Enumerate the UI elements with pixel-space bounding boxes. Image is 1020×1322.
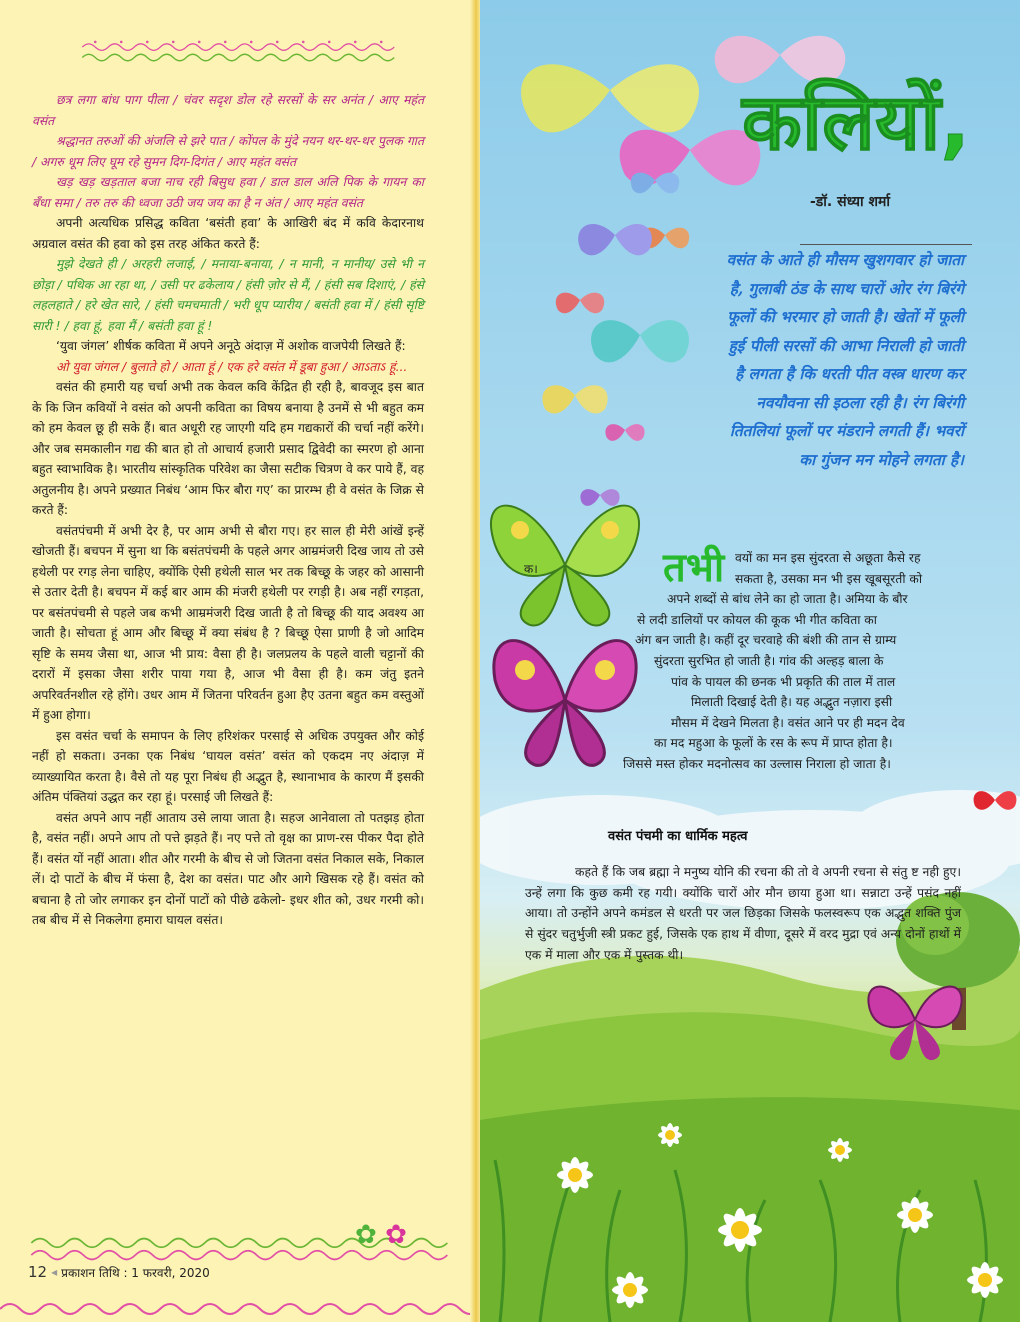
paragraph-prose-writers: वसंत की हमारी यह चर्चा अभी तक केवल कवि केंद्रित ही रही है, बावजूद इस बात के कि जिन कवियों ने वसंत को अपनी कविता का विषय बनाया है उनमें से भी बहुत कम को हम केवल छू ही सके हैं। बात अधूरी रह जाएगी यदि हम गद्यकारों की चर्चा नहीं करेंगे। और जब समकालीन गद्य की बात हो तो आचार्य हजारी प्रसाद द्विवेदी का स्मरण हो आना बहुत स्वाभाविक है। भारतीय सांस्कृतिक परिवेश का जैसा सटीक चित्रण वे कर पाये हैं, वह अतुलनीय है। अपने प्रख्यात निबंध ‘आम फिर बौरा गए’ का प्रारम्भ ही वे वसंत के जिक्र से करते हैं: — [32, 380, 425, 517]
paragraph-kedarnath-intro: अपनी अत्यधिक प्रसिद्ध कविता ‘बसंती हवा’ के आखिरी बंद में कवि केदारनाथ अग्रवाल वसंत की हवा को इस तरह अंकित करते हैं: — [32, 216, 424, 251]
byline-divider — [800, 244, 972, 245]
left-page — [0, 0, 480, 1322]
para1-line: से लदी डालियों पर कोयल की कूक भी गीत कविता का — [637, 612, 877, 627]
magenta-butterfly — [494, 641, 636, 766]
para1-line: सुंदरता सुरभित हो जाती है। गांव की अल्हड़ बाला के — [654, 653, 884, 668]
green-butterfly — [491, 506, 639, 626]
flower-ornament: ✿ ✿ — [355, 1220, 407, 1250]
body-paragraph-2: कहते हैं कि जब ब्रह्मा ने मनुष्य योनि की रचना की तो वे अपनी रचना से संतु ष्ट नही हुए। उन्हें लगा कि कुछ कमी रह गयी। क्योंकि चारों ओर मौन छाया हुआ था। सन्नाटा उन्हें पसंद नहीं आया। तो उन्होंने अपने कमंडल से धरती पर जल छिड़का जिसके फलस्वरूप एक अद्भुत शक्ति पुंज से सुंदर चतुर्भुजी स्त्री प्रकट हुई, जिसके एक हाथ में वीणा, दूसरे में वरद मुद्रा एवं अन्य दोनों हाथों में एक में माला और एक में पुस्तक थी। — [525, 865, 961, 962]
para1-line: पांव के पायल की छनक भी प्रकृति की ताल में ताल — [671, 674, 896, 689]
article-intro: वसंत के आते ही मौसम खुशगवार हो जाता है, गुलाबी ठंड के साथ चारों ओर रंग बिरंगे फूलों की भरमार हो जाती है। खेतों में फूली हुई पीली सरसों की आभा निराली हो जाती है लगता है कि धरती पीत वस्त्र धारण कर नवयौवना सी इठला रही है। रंग बिरंगी तितलियां फूलों पर मंडराने लगती हैं। भवरों का गुंजन मन मोहने लगता है। — [726, 251, 964, 469]
paragraph-parsai-intro: इस वसंत चर्चा के समापन के लिए हरिशंकर परसाई से अधिक उपयुक्त और कोई नहीं हो सकता। उनका एक निबंध ‘घायल वसंत’ वसंत को एकदम नए अंदाज़ में व्याख्यायित करता है। वैसे तो यह पूरा निबंध ही अद्भुत है, स्थानाभाव के कारण मैं इसकी अंतिम पंक्तियां उद्धत कर रहा हूं। परसाई जी लिखते हैं: — [32, 728, 424, 804]
arrow-icon: ◂ — [51, 1265, 58, 1279]
para1-line: जिससे मस्त होकर मदनोत्सव का उल्लास निराला हो जाता है। — [623, 756, 891, 771]
paragraph-aam-quote: वसंतपंचमी में अभी देर है, पर आम अभी से बौरा गए। हर साल ही मेरी आंखें इन्हें खोजती हैं। बचपन में सुना था कि बसंतपंचमी के पहले अगर आम्रमंजरी दिख जाय तो उसे हथेली पर रगड़ लेना चाहिए, क्योंकि ऐसी हथेली साल भर तक बिच्छू के जहर को आसानी से उतार देती है। बचपन में कई बार आम की मंजरी हथेली पर रगड़ी है। अब नहीं रगड़ता, पर बसंतपंचमी से पहले जब कभी आम्रमंजरी दिख जाती है तो बिच्छू की याद अवश्य आ जाती है। सोचता हूं आम और बिच्छू में क्या संबंध है ? बिच्छू ऐसा प्राणी है जो आदिम सृष्टि के समय जैसा था, आज भी प्राय: वैसा ही है। जलप्रलय के पहले वाली चट्टानों की दरारों में इसका जैसा शरीर पाया गया है, आज भी वैसा ही है। कम जंतु इतने अपरिवर्तनशील रहे होंगे। उधर आम में जितना परिवर्तन हुआ हैए उतना बहुत कम वस्तुओं में हुआ होगा। — [32, 523, 424, 722]
footer-border-ornament — [0, 1296, 470, 1322]
butterfly-label: क। — [524, 562, 538, 576]
left-column-text — [32, 90, 424, 931]
author-byline: -डॉ. संध्या शर्मा — [810, 194, 890, 210]
poem-stanza-2: श्रद्धानत तरुओं की अंजलि से झरे पात / कोंपल के मुंदे नयन थर-थर-थर पुलक गात / अगरु धूम लिए घूम रहे सुमन दिग-दिगंत / आए महंत वसंत — [32, 134, 424, 169]
para1-line: अपने शब्दों से बांध लेने का हो जाता है। अमिया के बौर — [667, 592, 908, 607]
poem-yuva-jangal: ओ युवा जंगल / बुलाते हो / आता हूं / एक हरे वसंत में डूबा हुआ / आऽताऽ हूं... — [56, 359, 408, 374]
right-page — [480, 0, 1020, 1322]
para1-line: का मद महुआ के फूलों के रस के रूप में प्राप्त होता है। — [654, 736, 893, 751]
top-border-ornament — [0, 38, 470, 64]
para1-line: मिलाती दिखाई देती है। यह अद्भुत नज़ारा इसी — [691, 695, 893, 710]
publication-date: प्रकाशन तिथि : 1 फरवरी, 2020 — [61, 1265, 210, 1280]
para1-line: मौसम में देखने मिलता है। वसंत आने पर ही मदन देव — [671, 715, 905, 730]
drop-cap: तभी — [663, 545, 725, 591]
para1-line: सकता है, उसका मन भी इस खूबसूरती को — [735, 571, 923, 586]
paragraph-yuva-jangal-intro: ‘युवा जंगल’ शीर्षक कविता में अपने अनूठे अंदाज़ में अशोक वाजपेयी लिखते हैं: — [56, 339, 406, 353]
poem-basanti-hawa: मुझे देखते ही / अरहरी लजाई, / मनाया-बनाया, / न मानी, न मानीय/ उसे भी न छोड़ा / पथिक आ रहा था, / उसी पर ढकेलाय / हंसी ज़ोर से मैं, / हंसी सब दिशाएं, / हंसे लहलहाते / हरे खेत सारे, / हंसी चमचमाती / भरी धूप प्यारीय / बसंती हवा में / हंसी सृष्टि सारी ! / हवा हूं, हवा मैं / बसंती हवा हूं ! — [32, 257, 424, 333]
para1-line: अंग बन जाती है। कहीं दूर चरवाहे की बंशी की तान से ग्राम्य — [635, 633, 897, 648]
article-title: कलियों, — [742, 78, 971, 168]
para1-line: वयों का मन इस सुंदरता से अछूता कैसे रह — [735, 551, 921, 565]
body-paragraph-1 — [623, 545, 968, 775]
section-heading: वसंत पंचमी का धार्मिक महत्व — [608, 829, 748, 844]
page-footer — [28, 1263, 210, 1281]
paragraph-parsai-quote: वसंत अपने आप नहीं आताय उसे लाया जाता है। सहज आनेवाला तो पतझड़ होता है, वसंत नहीं। अपने आप तो पत्ते झड़ते हैं। नए पत्ते तो वृक्ष का प्राण-रस पीकर पैदा होते हैं। वसंत यों नहीं आता। शीत और गरमी के बीच से जो जितना वसंत निकाल सके, निकाल लें। दो पाटों के बीच में फंसा है, देश का वसंत। पाट और आगे खिसक रहे हैं। वसंत को बचाना है तो जोर लगाकर इन दोनों पाटों को पीछे ढकेलो- इधर शीत को, उधर गरमी को। तब बीच में से निकलेगा हमारा घायल वसंत। — [32, 810, 425, 927]
poem-stanza-1: छत्र लगा बांध पाग पीला / चंवर सदृश डोल रहे सरसों के सर अनंत / आए महंत वसंत — [32, 93, 424, 128]
poem-stanza-3: खड़ खड़ खड़ताल बजा नाच रही बिसुध हवा / डाल डाल अलि पिक के गायन का बँधा समा / तरु तरु की ध्वजा उठी जय जय का है न अंत / आए महंत वसंत — [32, 175, 424, 210]
page-number: 12 — [28, 1263, 48, 1281]
